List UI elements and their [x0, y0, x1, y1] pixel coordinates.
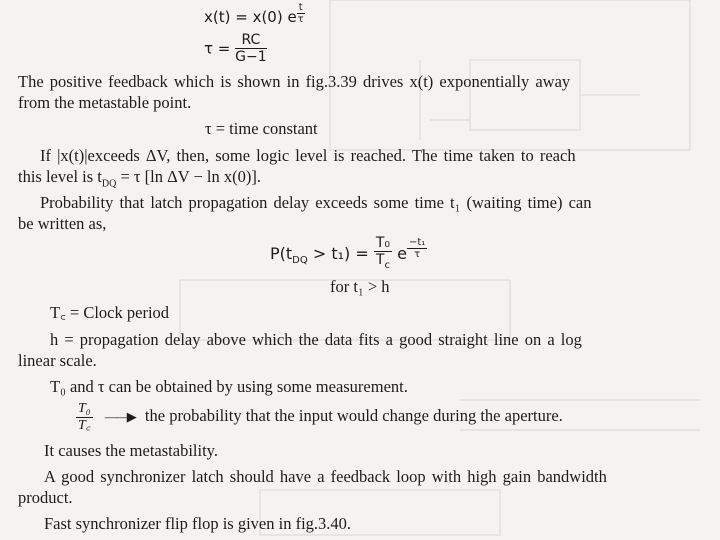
denominator-subscript: c: [384, 259, 390, 271]
definition-clock-period: T꜀ = Clock period: [50, 303, 170, 322]
paragraph-feedback-line-1: The positive feedback which is shown in fig.3.39 drives x(t) exponentially away: [18, 72, 571, 91]
equation-probability: [270, 235, 427, 278]
exponent-denominator: τ: [414, 249, 421, 260]
paragraph-probability-line-2: be written as,: [18, 214, 107, 233]
subscript-dq: DQ: [292, 255, 308, 267]
exponent-fraction: [297, 2, 305, 25]
exponent-numerator: t: [298, 2, 303, 13]
arrow-icon: ——▶: [104, 409, 135, 424]
text-span: this level is t: [18, 167, 102, 186]
fraction-denominator: T꜀: [78, 417, 91, 433]
text-span: = τ [ln ΔV − ln x(0)].: [116, 167, 261, 186]
equation-x-of-t: [204, 2, 305, 26]
exponent-numerator: −t₁: [408, 237, 426, 248]
equation-text: x(t) = x(0) e: [204, 8, 297, 26]
exponential-base: e: [392, 243, 407, 263]
paragraph-fast-synchronizer: Fast synchronizer flip flop is given in fig.3.40.: [44, 514, 352, 533]
condition-text: for t₁ > h: [330, 277, 390, 296]
paragraph-synchronizer-line-1: A good synchronizer latch should have a feedback loop with high gain bandwidth: [44, 467, 607, 486]
denominator-symbol: T: [375, 252, 385, 268]
definition-h-line-1: h = propagation delay above which the data fits a good straight line on a log: [50, 330, 582, 349]
fraction-numerator: T₀: [78, 400, 91, 416]
paragraph-logic-level-line-2: [18, 168, 261, 193]
paragraph-synchronizer-line-2: product.: [18, 488, 73, 507]
t0-over-tc-fraction: [76, 401, 93, 434]
rc-fraction: [235, 32, 267, 65]
subscript-dq: DQ: [101, 178, 117, 190]
metastability-note: It causes the metastability.: [44, 441, 218, 460]
equation-text: > t₁) =: [307, 243, 374, 263]
fraction-denominator: [374, 252, 392, 274]
paragraph-logic-level-line-1: If |x(t)|exceeds ΔV, then, some logic level is reached. The time taken to reach: [40, 146, 576, 165]
exponent-denominator: τ: [297, 14, 304, 25]
equation-text: τ =: [204, 39, 236, 58]
measurement-note: T₀ and τ can be obtained by using some measurement.: [50, 377, 408, 396]
definition-h-line-2: linear scale.: [18, 351, 97, 370]
fraction-denominator: G−1: [235, 49, 267, 65]
paragraph-feedback-line-2: from the metastable point.: [18, 93, 192, 112]
paragraph-probability-line-1: Probability that latch propagation delay exceeds some time t₁ (waiting time) can: [40, 193, 592, 212]
equation-text: P(t: [270, 243, 293, 263]
ratio-explanation: [76, 398, 563, 435]
ratio-text: the probability that the input would change during the aperture.: [144, 406, 563, 425]
equation-tau: [204, 32, 267, 65]
exponent-fraction: [407, 237, 427, 260]
t0-over-tc-fraction: [374, 235, 392, 274]
fraction-numerator: RC: [235, 32, 267, 49]
tau-definition: τ = time constant: [205, 119, 318, 138]
fraction-numerator: T₀: [375, 235, 391, 251]
